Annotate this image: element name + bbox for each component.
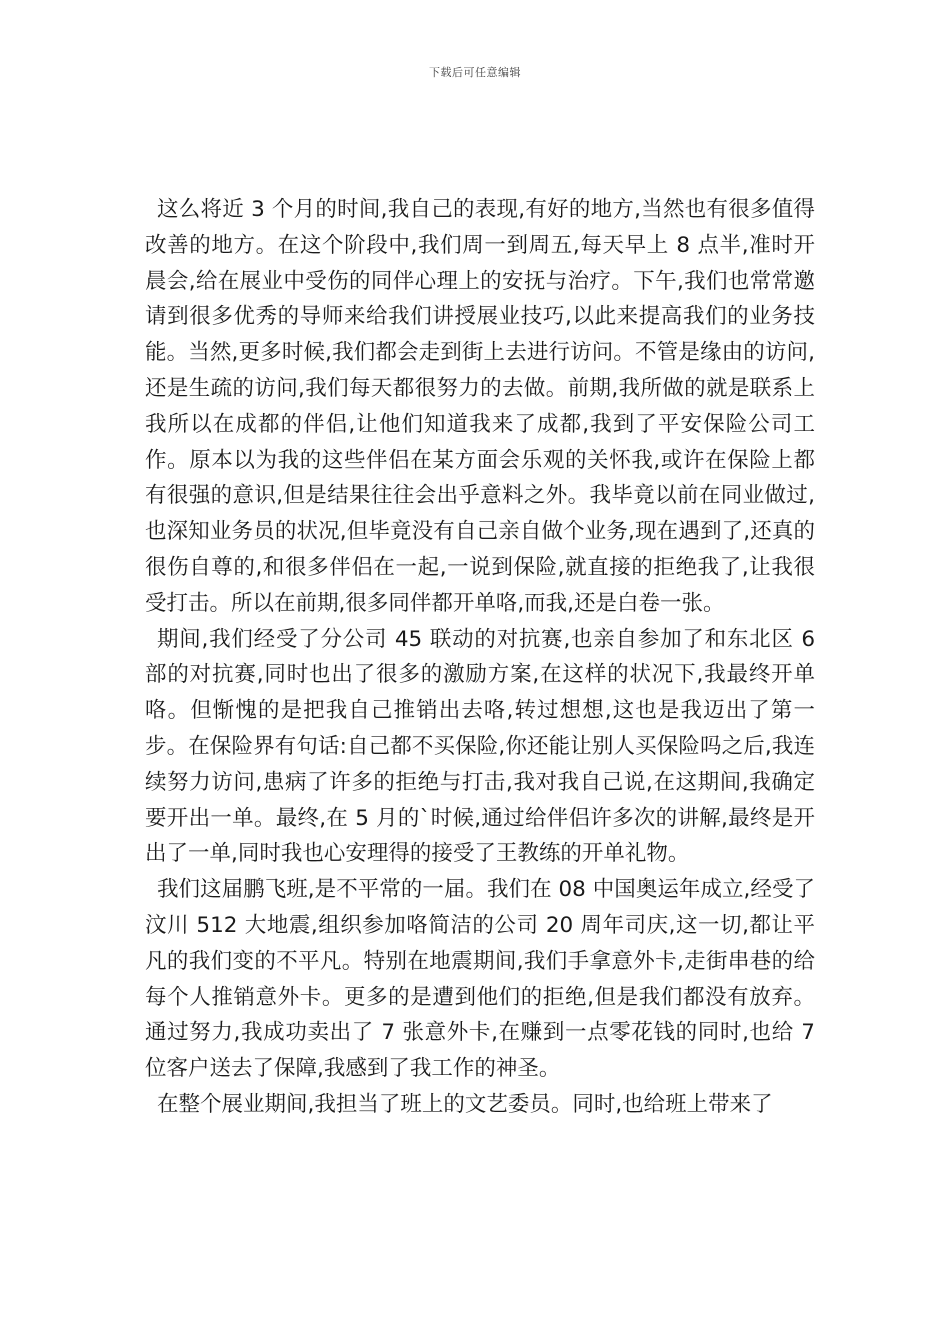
page-header-note: 下载后可任意编辑 [429,66,521,79]
paragraph-3: 我们这届鹏飞班,是不平常的一届。我们在 08 中国奥运年成立,经受了汶川 512 大地震,组织参加咯简洁的公司 20 周年司庆,这一切,都让平凡的我们变的不平凡。特别在地震期间,我们手拿意外卡,走街串巷的给每个人推销意外卡。更多的是遭到他们的拒绝,但是我们都没有放弃。通过努力,我成功卖出了 7 张意外卡,在赚到一点零花钱的同时,也给 7 位客户送去了保障,我感到了我工作的神圣。 [145,877,815,1082]
paragraph-4: 在整个展业期间,我担当了班上的文艺委员。同时,也给班上带来了 [157,1091,773,1117]
paragraph-1: 这么将近 3 个月的时间,我自己的表现,有好的地方,当然也有很多值得改善的地方。在这个阶段中,我们周一到周五,每天早上 8 点半,准时开晨会,给在展业中受伤的同伴心理上的安抚与治疗。下午,我们也常常邀请到很多优秀的导师来给我们讲授展业技巧,以此来提高我们的业务技能。当然,更多时候,我们都会走到街上去进行访问。不管是缘由的访问,还是生疏的访问,我们每天都很努力的去做。前期,我所做的就是联系上我所以在成都的伴侣,让他们知道我来了成都,我到了平安保险公司工作。原本以为我的这些伴侣在某方面会乐观的关怀我,或许在保险上都有很强的意识,但是结果往往会出乎意料之外。我毕竟以前在同业做过,也深知业务员的状况,但毕竟没有自己亲自做个业务,现在遇到了,还真的很伤自尊的,和很多伴侣在一起,一说到保险,就直接的拒绝我了,让我很受打击。所以在前期,很多同伴都开单咯,而我,还是白卷一张。 [145,197,815,616]
document-body [145,192,815,1123]
paragraph-2: 期间,我们经受了分公司 45 联动的对抗赛,也亲自参加了和东北区 6 部的对抗赛,同时也出了很多的激励方案,在这样的状况下,我最终开单咯。但惭愧的是把我自己推销出去咯,转过想想,这也是我迈出了第一步。在保险界有句话:自己都不买保险,你还能让别人买保险吗之后,我连续努力访问,患病了许多的拒绝与打击,我对我自己说,在这期间,我确定要开出一单。最终,在 5 月的`时候,通过给伴侣许多次的讲解,最终是开出了一单,同时我也心安理得的接受了王教练的开单礼物。 [145,626,815,867]
